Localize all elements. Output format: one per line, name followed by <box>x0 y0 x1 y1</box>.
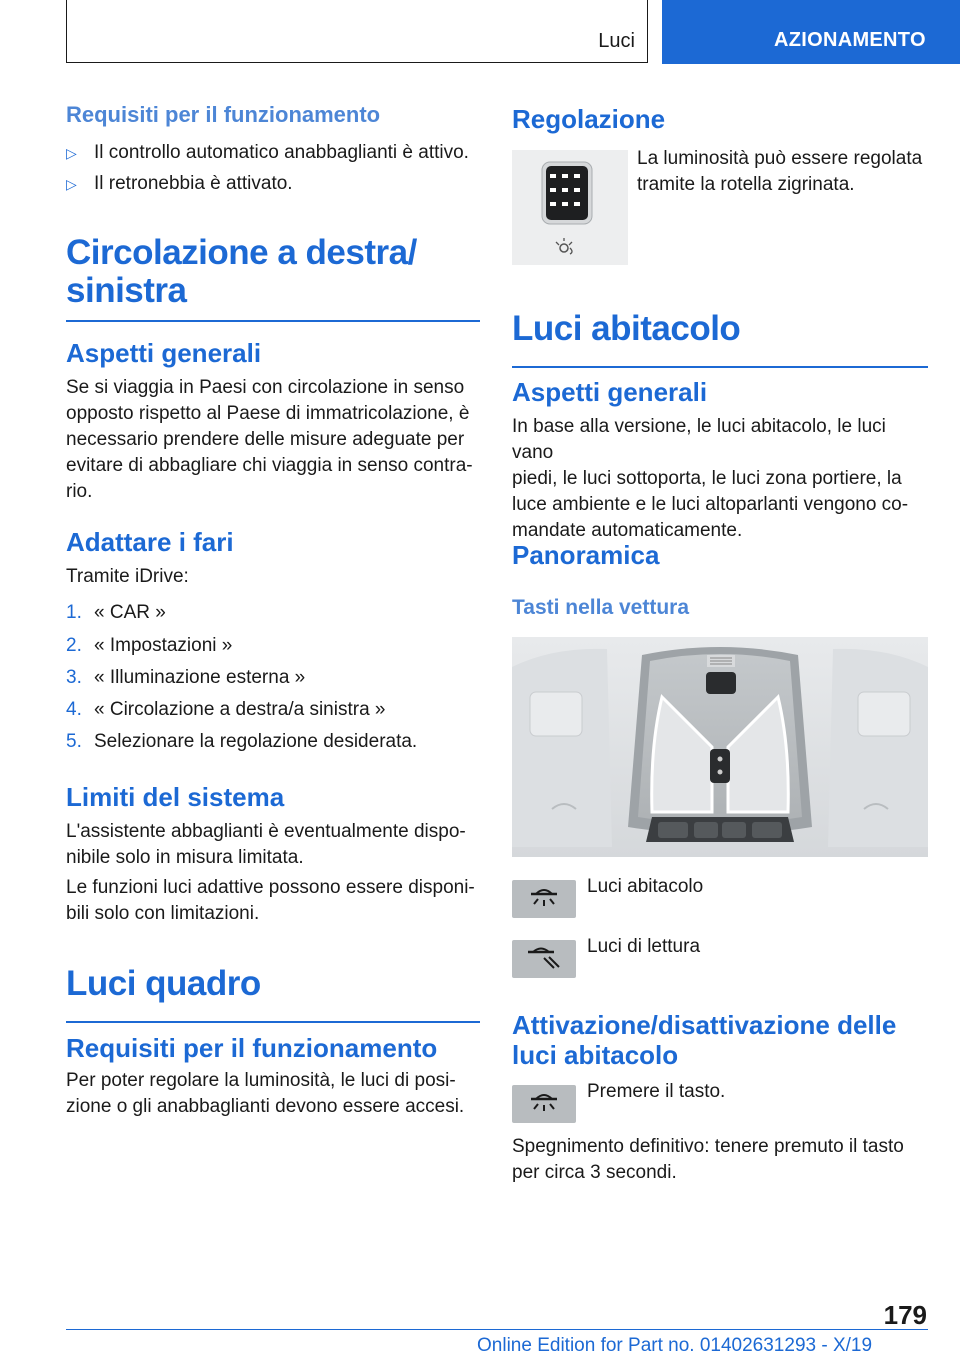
reading-light-button-icon <box>512 940 576 978</box>
header-section-title: Luci <box>598 30 635 52</box>
page-number: 179 <box>883 1300 927 1330</box>
bullet-triangle-icon: ▷ <box>66 145 77 161</box>
cabin-light-button-icon <box>512 1085 576 1123</box>
footer-edition: Online Edition for Part no. 01402631293 - X/19 <box>477 1335 873 1356</box>
abitacolo-heading: Luci abitacolo <box>512 310 928 368</box>
roof-console-image <box>512 637 928 857</box>
panoramica-heading: Panoramica <box>512 540 660 570</box>
cabin-light-button-icon <box>512 880 576 918</box>
limiti-paragraph-1: L'assistente abbaglianti è eventualmente dispo- nibile solo in misura limitata. <box>66 821 466 868</box>
tasti-heading: Tasti nella vettura <box>512 596 690 619</box>
limiti-paragraph-2: Le funzioni luci adattive possono essere disponi- bili solo con limitazioni. <box>66 877 475 924</box>
dimmer-wheel-image <box>512 150 628 265</box>
aspetti-heading-right: Aspetti generali <box>512 377 708 407</box>
header-chapter-label: AZIONAMENTO <box>774 29 926 51</box>
header-frame <box>66 0 648 63</box>
circolazione-heading: Circolazione a destra/ sinistra <box>66 234 480 322</box>
aspetti-heading: Aspetti generali <box>66 338 262 368</box>
aspetti-paragraph: Se si viaggia in Paesi con circolazione in senso opposto rispetto al Paese di immatricolazione, è necessario prendere delle misure adeguate per evitare di abbagliare chi viaggia in senso contra- rio. <box>66 377 473 502</box>
footer-divider <box>66 1329 928 1330</box>
premere-text: Premere il tasto. <box>587 1081 726 1102</box>
header-chapter-tab <box>662 0 960 64</box>
spegnimento-paragraph: Spegnimento definitivo: tenere premuto il tasto per circa 3 secondi. <box>512 1136 904 1183</box>
aspetti-paragraph-right: In base alla versione, le luci abitacolo, le luci vano piedi, le luci sottoporta, le luci zona portiere, la luce ambiente e le luci altoparlanti vengono co- mandate automaticamente. <box>512 416 909 541</box>
limiti-heading: Limiti del sistema <box>66 782 285 812</box>
cabin-light-label: Luci abitacolo <box>587 876 704 897</box>
req2-paragraph: Per poter regolare la luminosità, le luci di posi- zione o gli anabbaglianti devono essere accesi. <box>66 1070 465 1117</box>
req1-heading: Requisiti per il funzionamento <box>66 102 381 127</box>
quadro-heading: Luci quadro <box>66 965 480 1023</box>
regolazione-paragraph: La luminosità può essere regolata tramite la rotella zigrinata. <box>637 148 923 195</box>
reading-light-label: Luci di lettura <box>587 936 701 957</box>
adattare-heading: Adattare i fari <box>66 527 234 557</box>
req2-heading: Requisiti per il funzionamento <box>66 1033 438 1063</box>
bullet-triangle-icon: ▷ <box>66 176 77 192</box>
attivazione-heading: Attivazione/disattivazione delle luci abitacolo <box>512 1010 897 1070</box>
adattare-intro: Tramite iDrive: <box>66 566 189 587</box>
regolazione-heading: Regolazione <box>512 104 666 134</box>
